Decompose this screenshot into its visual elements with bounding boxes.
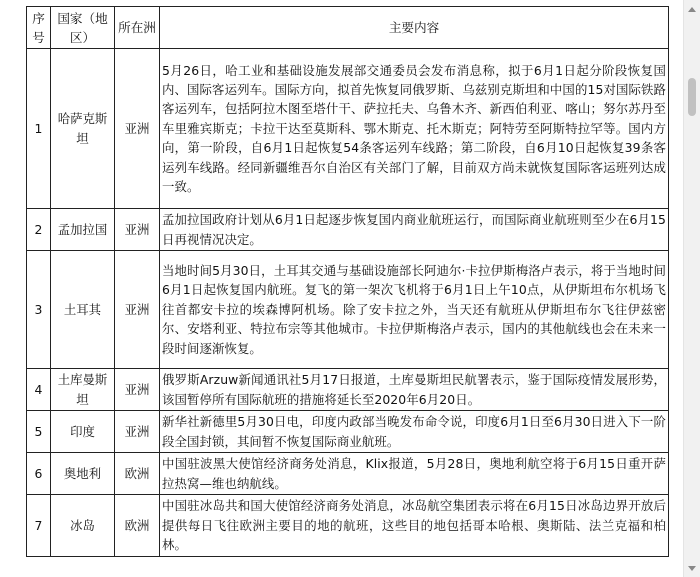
row-continent: 亚洲 bbox=[115, 209, 160, 251]
row-content: 5月26日，哈工业和基础设施发展部交通委员会发布消息称，拟于6月1日起分阶段恢复国内、国际客运列车。国际方向，拟首先恢复同俄罗斯、乌兹别克斯坦和中国的15对国际铁路客运列车，包括阿拉木图至塔什干、萨拉托夫、乌鲁木齐、新西伯利亚、喀山；努尔苏丹至车里雅宾斯克；卡拉干达至莫斯科、鄂木斯克、托木斯克；阿特劳至阿斯特拉罕等。国内方向，第一阶段，自6月1日起恢复54条客运列车线路；第二阶段，自6月10日起恢复39条客运列车线路。经同新疆维吾尔自治区有关部门了解，目前双方尚未就恢复国际客运班列达成一致。 bbox=[160, 49, 669, 209]
row-continent: 亚洲 bbox=[115, 369, 160, 411]
row-country: 哈萨克斯坦 bbox=[51, 49, 115, 209]
scroll-up-arrow-icon[interactable] bbox=[684, 2, 700, 16]
row-no: 5 bbox=[27, 411, 51, 453]
row-continent: 亚洲 bbox=[115, 411, 160, 453]
row-no: 2 bbox=[27, 209, 51, 251]
header-no: 序号 bbox=[27, 7, 51, 49]
row-content: 中国驻波黑大使馆经济商务处消息，Klix报道，5月28日，奥地利航空将于6月15日重开萨拉热窝—维也纳航线。 bbox=[160, 453, 669, 495]
row-country: 印度 bbox=[51, 411, 115, 453]
row-no: 7 bbox=[27, 495, 51, 557]
table-row bbox=[27, 251, 669, 369]
row-continent: 亚洲 bbox=[115, 49, 160, 209]
table-row bbox=[27, 369, 669, 411]
row-content: 俄罗斯Arzuw新闻通讯社5月17日报道，土库曼斯坦民航署表示，鉴于国际疫情发展形势，该国暂停所有国际航班的措施将延长至2020年6月20日。 bbox=[160, 369, 669, 411]
table-row bbox=[27, 411, 669, 453]
table-row bbox=[27, 49, 669, 209]
header-continent: 所在洲 bbox=[115, 7, 160, 49]
row-content: 孟加拉国政府计划从6月1日起逐步恢复国内商业航班运行，而国际商业航班则至少在6月15日再视情况决定。 bbox=[160, 209, 669, 251]
row-country: 孟加拉国 bbox=[51, 209, 115, 251]
header-content: 主要内容 bbox=[160, 7, 669, 49]
vertical-scrollbar[interactable] bbox=[683, 0, 700, 577]
row-country: 冰岛 bbox=[51, 495, 115, 557]
table-header-row bbox=[27, 7, 669, 49]
table-row bbox=[27, 209, 669, 251]
row-content: 中国驻冰岛共和国大使馆经济商务处消息，冰岛航空集团表示将在6月15日冰岛边界开放后提供每日飞往欧洲主要目的地的航班，这些目的地包括哥本哈根、奥斯陆、法兰克福和柏林。 bbox=[160, 495, 669, 557]
row-country: 奥地利 bbox=[51, 453, 115, 495]
country-measures-table bbox=[26, 6, 669, 557]
row-no: 1 bbox=[27, 49, 51, 209]
row-no: 6 bbox=[27, 453, 51, 495]
table-row bbox=[27, 453, 669, 495]
scrollbar-thumb[interactable] bbox=[688, 78, 696, 116]
scroll-down-arrow-icon[interactable] bbox=[684, 561, 700, 575]
row-no: 3 bbox=[27, 251, 51, 369]
row-country: 土库曼斯坦 bbox=[51, 369, 115, 411]
row-continent: 欧洲 bbox=[115, 495, 160, 557]
row-content: 当地时间5月30日，土耳其交通与基础设施部长阿迪尔·卡拉伊斯梅洛卢表示，将于当地时间6月1日起恢复国内航班。复飞的第一架次飞机将于6月1日上午10点，从伊斯坦布尔机场飞往首都安卡拉的埃森博阿机场。除了安卡拉之外，当天还有航班从伊斯坦布尔飞往伊兹密尔、安塔利亚、特拉布宗等其他城市。卡拉伊斯梅洛卢表示，国内的其他航线也会在未来一段时间逐渐恢复。 bbox=[160, 251, 669, 369]
row-country: 土耳其 bbox=[51, 251, 115, 369]
header-country: 国家（地区） bbox=[51, 7, 115, 49]
row-continent: 欧洲 bbox=[115, 453, 160, 495]
row-continent: 亚洲 bbox=[115, 251, 160, 369]
table-row bbox=[27, 495, 669, 557]
row-content: 新华社新德里5月30日电，印度内政部当晚发布命令说，印度6月1日至6月30日进入下一阶段全国封锁，其间暂不恢复国际商业航班。 bbox=[160, 411, 669, 453]
row-no: 4 bbox=[27, 369, 51, 411]
